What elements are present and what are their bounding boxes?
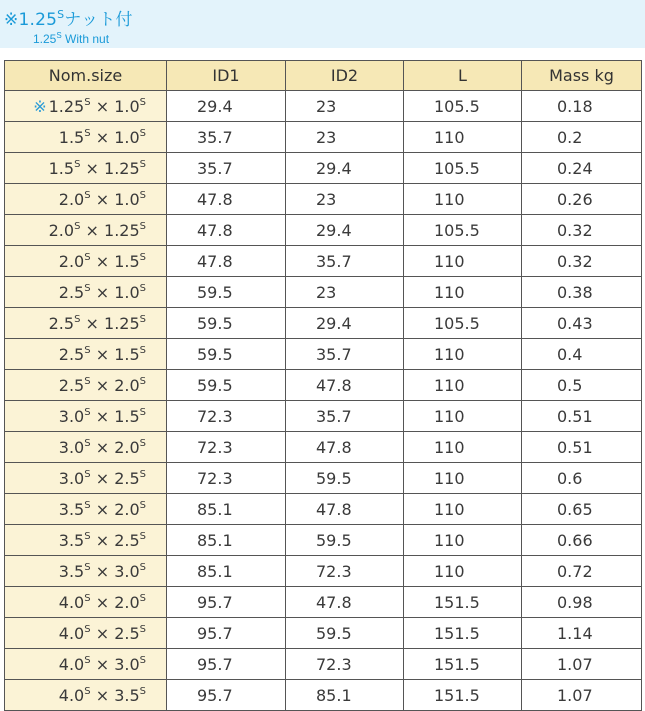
- id1-cell: 85.1: [167, 556, 286, 587]
- id2-cell: 35.7: [286, 339, 404, 370]
- id2-cell: 59.5: [286, 463, 404, 494]
- nominal-size-cell: [5, 339, 167, 370]
- size-primary-sup: S: [84, 189, 91, 201]
- size-secondary-sup: S: [139, 220, 146, 232]
- nominal-size-cell: [5, 587, 167, 618]
- size-primary-sup: S: [74, 220, 81, 232]
- size-secondary-sup: S: [139, 375, 146, 387]
- length-cell: 110: [404, 277, 522, 308]
- table-header-row: [5, 61, 642, 91]
- id2-cell: 29.4: [286, 153, 404, 184]
- times-sign: ×: [95, 561, 110, 581]
- spec-table: [4, 60, 642, 711]
- size-secondary: 3.0: [114, 561, 140, 581]
- id1-cell: 72.3: [167, 432, 286, 463]
- size-secondary-sup: S: [139, 344, 146, 356]
- mass-cell: 0.72: [522, 556, 642, 587]
- table-row: [5, 277, 642, 308]
- size-primary-sup: S: [84, 499, 91, 511]
- size-secondary: 2.0: [114, 375, 140, 395]
- id1-cell: 95.7: [167, 649, 286, 680]
- times-sign: ×: [95, 251, 110, 271]
- column-header-l: L: [404, 61, 522, 91]
- table-row: [5, 680, 642, 711]
- id1-cell: 59.5: [167, 339, 286, 370]
- size-secondary-sup: S: [139, 189, 146, 201]
- nominal-size-cell: [5, 432, 167, 463]
- column-header-id1: ID1: [167, 61, 286, 91]
- id1-cell: 47.8: [167, 184, 286, 215]
- nominal-size-cell: [5, 525, 167, 556]
- size-secondary-sup: S: [139, 406, 146, 418]
- size-secondary-sup: S: [139, 685, 146, 697]
- id1-cell: 72.3: [167, 401, 286, 432]
- size-primary-sup: S: [84, 592, 91, 604]
- id1-cell: 35.7: [167, 122, 286, 153]
- size-primary: 4.0: [58, 623, 85, 643]
- times-sign: ×: [95, 189, 110, 209]
- size-secondary-sup: S: [139, 468, 146, 480]
- times-sign: ×: [95, 344, 110, 364]
- table-row: [5, 308, 642, 339]
- id2-cell: 85.1: [286, 680, 404, 711]
- table-row: [5, 215, 642, 246]
- size-secondary-sup: S: [139, 158, 146, 170]
- mass-cell: 0.5: [522, 370, 642, 401]
- size-secondary: 2.0: [114, 592, 140, 612]
- length-cell: 110: [404, 432, 522, 463]
- id2-cell: 35.7: [286, 246, 404, 277]
- size-secondary-sup: S: [139, 437, 146, 449]
- size-secondary: 1.5: [114, 406, 140, 426]
- size-secondary-sup: S: [139, 251, 146, 263]
- size-secondary: 2.5: [114, 623, 140, 643]
- id2-cell: 47.8: [286, 494, 404, 525]
- id1-cell: 85.1: [167, 494, 286, 525]
- id1-cell: 35.7: [167, 153, 286, 184]
- page-subtitle: [33, 31, 109, 46]
- size-primary: 2.5: [48, 313, 75, 333]
- table-row: [5, 649, 642, 680]
- column-header-id2: ID2: [286, 61, 404, 91]
- mass-cell: 0.18: [522, 91, 642, 122]
- mass-cell: 0.32: [522, 246, 642, 277]
- size-primary: 2.5: [58, 375, 85, 395]
- table-row: [5, 463, 642, 494]
- length-cell: 110: [404, 370, 522, 401]
- length-cell: 110: [404, 494, 522, 525]
- mass-cell: 0.38: [522, 277, 642, 308]
- title-size: 1.25: [18, 10, 58, 30]
- page-title: [4, 5, 133, 30]
- size-primary: 3.5: [58, 499, 85, 519]
- size-secondary-sup: S: [139, 654, 146, 666]
- size-secondary: 2.0: [114, 499, 140, 519]
- size-secondary: 1.25: [104, 158, 140, 178]
- title-mark: ※: [4, 10, 19, 30]
- id1-cell: 85.1: [167, 525, 286, 556]
- subtitle-sup: S: [56, 31, 62, 40]
- size-secondary-sup: S: [139, 623, 146, 635]
- size-primary-sup: S: [84, 561, 91, 573]
- size-primary-sup: S: [84, 375, 91, 387]
- size-secondary: 1.0: [114, 189, 140, 209]
- size-primary: 1.5: [58, 127, 85, 147]
- nominal-size-cell: [5, 401, 167, 432]
- length-cell: 110: [404, 463, 522, 494]
- mass-cell: 0.24: [522, 153, 642, 184]
- size-primary-sup: S: [84, 344, 91, 356]
- id2-cell: 47.8: [286, 370, 404, 401]
- size-primary: 4.0: [58, 654, 85, 674]
- nominal-size-cell: [5, 246, 167, 277]
- id1-cell: 59.5: [167, 370, 286, 401]
- size-secondary: 2.5: [114, 530, 140, 550]
- size-primary-sup: S: [74, 158, 81, 170]
- nominal-size-cell: [5, 184, 167, 215]
- size-primary: 2.5: [58, 344, 85, 364]
- id1-cell: 95.7: [167, 618, 286, 649]
- mass-cell: 0.6: [522, 463, 642, 494]
- id1-cell: 95.7: [167, 587, 286, 618]
- times-sign: ×: [95, 468, 110, 488]
- mass-cell: 0.65: [522, 494, 642, 525]
- nominal-size-cell: [5, 680, 167, 711]
- header-banner: [0, 0, 645, 48]
- note-mark: ※: [33, 96, 47, 116]
- nominal-size-cell: [5, 277, 167, 308]
- nominal-size-cell: [5, 308, 167, 339]
- size-secondary: 1.0: [114, 96, 140, 116]
- nominal-size-cell: [5, 618, 167, 649]
- mass-cell: 1.07: [522, 649, 642, 680]
- times-sign: ×: [95, 592, 110, 612]
- times-sign: ×: [95, 530, 110, 550]
- length-cell: 105.5: [404, 308, 522, 339]
- times-sign: ×: [95, 127, 110, 147]
- size-primary: 2.0: [48, 220, 75, 240]
- nominal-size-cell: [5, 494, 167, 525]
- id1-cell: 29.4: [167, 91, 286, 122]
- size-primary-sup: S: [74, 313, 81, 325]
- size-primary-sup: S: [84, 623, 91, 635]
- times-sign: ×: [95, 623, 110, 643]
- times-sign: ×: [95, 96, 110, 116]
- size-secondary-sup: S: [139, 313, 146, 325]
- size-secondary: 1.25: [104, 220, 140, 240]
- length-cell: 110: [404, 556, 522, 587]
- table-row: [5, 525, 642, 556]
- length-cell: 110: [404, 401, 522, 432]
- times-sign: ×: [95, 685, 110, 705]
- size-secondary: 3.0: [114, 654, 140, 674]
- size-primary-sup: S: [84, 654, 91, 666]
- mass-cell: 1.14: [522, 618, 642, 649]
- id2-cell: 23: [286, 91, 404, 122]
- size-secondary: 1.0: [114, 127, 140, 147]
- size-secondary-sup: S: [139, 561, 146, 573]
- size-primary: 1.5: [48, 158, 75, 178]
- column-header-mass: Mass kg: [522, 61, 642, 91]
- id1-cell: 59.5: [167, 308, 286, 339]
- nominal-size-cell: [5, 463, 167, 494]
- id2-cell: 23: [286, 184, 404, 215]
- title-sup: S: [57, 8, 65, 21]
- size-primary: 3.5: [58, 561, 85, 581]
- size-primary: 3.5: [58, 530, 85, 550]
- table-row: [5, 184, 642, 215]
- size-primary: 1.25: [48, 96, 85, 116]
- length-cell: 105.5: [404, 153, 522, 184]
- nominal-size-cell: [5, 649, 167, 680]
- times-sign: ×: [95, 437, 110, 457]
- size-secondary: 1.25: [104, 313, 140, 333]
- size-primary: 3.0: [58, 406, 85, 426]
- size-primary-sup: S: [84, 96, 91, 108]
- size-primary-sup: S: [84, 282, 91, 294]
- size-secondary: 3.5: [114, 685, 140, 705]
- size-primary-sup: S: [84, 127, 91, 139]
- table-row: [5, 587, 642, 618]
- mass-cell: 0.32: [522, 215, 642, 246]
- size-primary-sup: S: [84, 530, 91, 542]
- nominal-size-cell: [5, 370, 167, 401]
- mass-cell: 1.07: [522, 680, 642, 711]
- length-cell: 110: [404, 339, 522, 370]
- table-row: [5, 432, 642, 463]
- id2-cell: 59.5: [286, 618, 404, 649]
- size-primary: 4.0: [58, 592, 85, 612]
- size-secondary: 1.5: [114, 251, 140, 271]
- size-primary-sup: S: [84, 437, 91, 449]
- id1-cell: 59.5: [167, 277, 286, 308]
- id2-cell: 23: [286, 122, 404, 153]
- size-primary: 2.0: [58, 189, 85, 209]
- length-cell: 151.5: [404, 680, 522, 711]
- length-cell: 110: [404, 525, 522, 556]
- table-row: [5, 401, 642, 432]
- size-primary-sup: S: [84, 685, 91, 697]
- id1-cell: 47.8: [167, 246, 286, 277]
- table-row: [5, 370, 642, 401]
- size-secondary: 1.5: [114, 344, 140, 364]
- times-sign: ×: [85, 158, 99, 178]
- id2-cell: 29.4: [286, 308, 404, 339]
- table-row: [5, 339, 642, 370]
- times-sign: ×: [95, 375, 110, 395]
- id2-cell: 35.7: [286, 401, 404, 432]
- id1-cell: 95.7: [167, 680, 286, 711]
- mass-cell: 0.2: [522, 122, 642, 153]
- id2-cell: 72.3: [286, 649, 404, 680]
- size-secondary-sup: S: [139, 499, 146, 511]
- table-row: [5, 122, 642, 153]
- subtitle-text: With nut: [65, 32, 110, 46]
- title-jp: ナット付: [64, 10, 133, 30]
- id2-cell: 29.4: [286, 215, 404, 246]
- size-primary: 3.0: [58, 437, 85, 457]
- table-row: [5, 153, 642, 184]
- size-primary-sup: S: [84, 468, 91, 480]
- size-primary-sup: S: [84, 251, 91, 263]
- table-row: [5, 494, 642, 525]
- times-sign: ×: [95, 406, 110, 426]
- id2-cell: 72.3: [286, 556, 404, 587]
- times-sign: ×: [85, 220, 99, 240]
- table-row: [5, 618, 642, 649]
- mass-cell: 0.43: [522, 308, 642, 339]
- mass-cell: 0.26: [522, 184, 642, 215]
- nominal-size-cell: [5, 215, 167, 246]
- size-primary: 3.0: [58, 468, 85, 488]
- times-sign: ×: [95, 499, 110, 519]
- table-row: [5, 556, 642, 587]
- nominal-size-cell: [5, 91, 167, 122]
- table-row: [5, 246, 642, 277]
- mass-cell: 0.98: [522, 587, 642, 618]
- subtitle-size: 1.25: [33, 32, 57, 46]
- length-cell: 110: [404, 246, 522, 277]
- id2-cell: 23: [286, 277, 404, 308]
- size-secondary-sup: S: [139, 127, 146, 139]
- mass-cell: 0.51: [522, 432, 642, 463]
- mass-cell: 0.4: [522, 339, 642, 370]
- size-primary-sup: S: [84, 406, 91, 418]
- length-cell: 151.5: [404, 618, 522, 649]
- size-secondary-sup: S: [139, 96, 146, 108]
- id2-cell: 47.8: [286, 587, 404, 618]
- size-secondary-sup: S: [139, 530, 146, 542]
- size-secondary: 2.5: [114, 468, 140, 488]
- nominal-size-cell: [5, 122, 167, 153]
- size-primary: 4.0: [58, 685, 85, 705]
- id1-cell: 72.3: [167, 463, 286, 494]
- times-sign: ×: [85, 313, 99, 333]
- size-secondary-sup: S: [139, 592, 146, 604]
- nominal-size-cell: [5, 556, 167, 587]
- length-cell: 105.5: [404, 215, 522, 246]
- mass-cell: 0.66: [522, 525, 642, 556]
- size-secondary: 2.0: [114, 437, 140, 457]
- table-body: [5, 91, 642, 711]
- length-cell: 151.5: [404, 587, 522, 618]
- length-cell: 105.5: [404, 91, 522, 122]
- table-row: [5, 91, 642, 122]
- id2-cell: 47.8: [286, 432, 404, 463]
- length-cell: 151.5: [404, 649, 522, 680]
- size-primary: 2.5: [58, 282, 85, 302]
- times-sign: ×: [95, 282, 110, 302]
- size-primary: 2.0: [58, 251, 85, 271]
- times-sign: ×: [95, 654, 110, 674]
- length-cell: 110: [404, 122, 522, 153]
- column-header-nom-size: Nom.size: [5, 61, 167, 91]
- nominal-size-cell: [5, 153, 167, 184]
- mass-cell: 0.51: [522, 401, 642, 432]
- size-secondary-sup: S: [139, 282, 146, 294]
- size-secondary: 1.0: [114, 282, 140, 302]
- length-cell: 110: [404, 184, 522, 215]
- id2-cell: 59.5: [286, 525, 404, 556]
- id1-cell: 47.8: [167, 215, 286, 246]
